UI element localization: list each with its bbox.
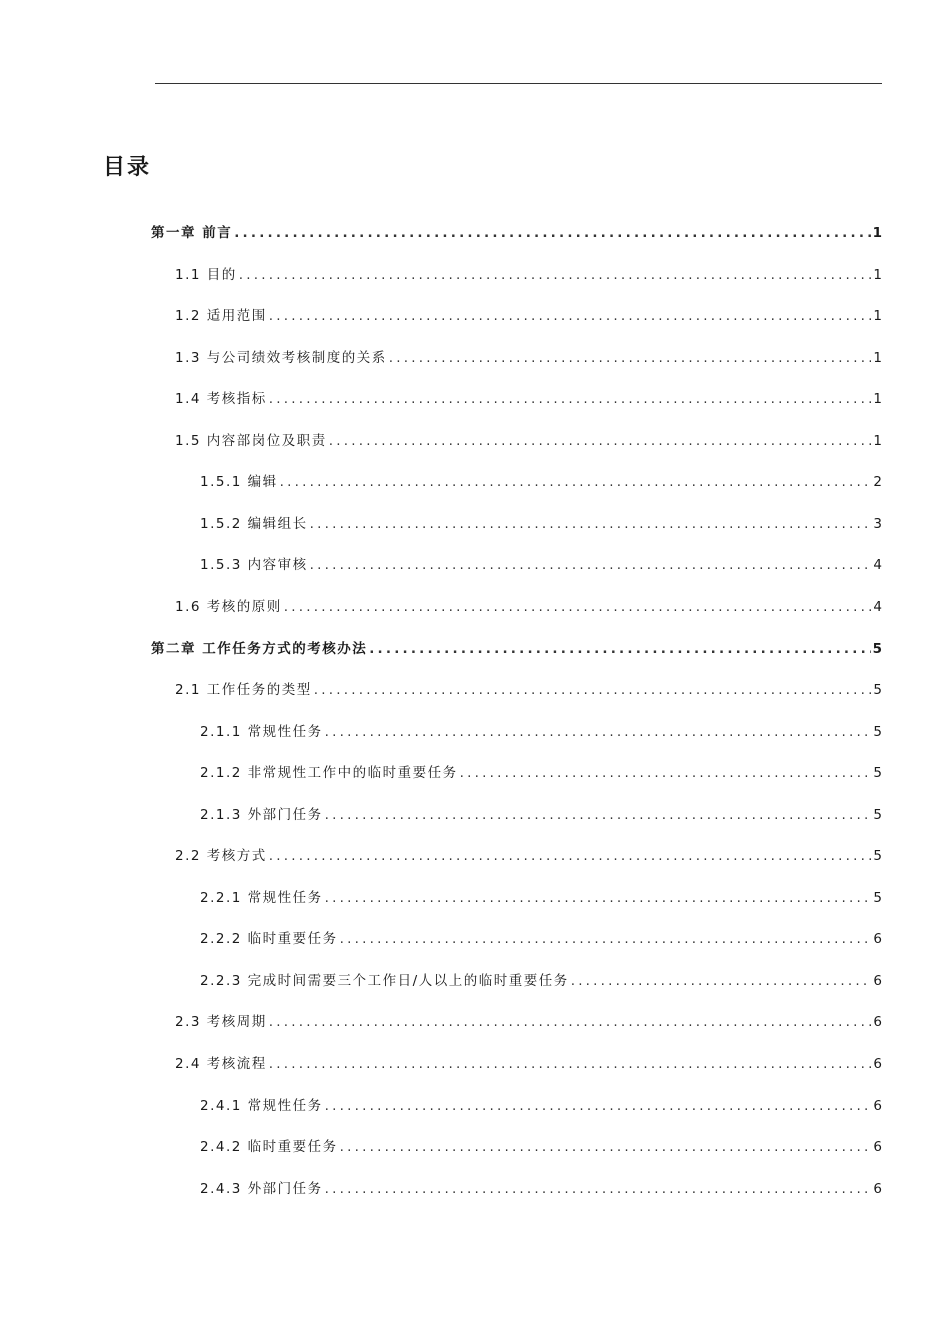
toc-dot-leader (280, 474, 872, 490)
toc-entry-text: 2.3 考核周期 (175, 1014, 267, 1031)
toc-entry[interactable] (175, 387, 882, 407)
toc-entry[interactable] (200, 1177, 882, 1197)
toc-page-number: 1 (873, 308, 882, 325)
toc-entry[interactable] (175, 429, 882, 449)
toc-entry[interactable] (175, 263, 882, 283)
toc-entry[interactable] (175, 844, 882, 864)
toc-page-number: 1 (873, 432, 882, 449)
toc-entry-text: 1.4 考核指标 (175, 391, 267, 408)
toc-entry-text: 1.5 内容部岗位及职责 (175, 432, 327, 449)
toc-entry-text: 1.5.3 内容审核 (200, 557, 308, 574)
toc-entry[interactable] (200, 470, 882, 490)
toc-dot-leader (325, 1098, 872, 1114)
toc-dot-leader (325, 1181, 872, 1197)
toc-dot-leader (389, 350, 872, 366)
toc-entry-text: 2.1.3 外部门任务 (200, 806, 323, 823)
toc-dot-leader (340, 1139, 872, 1155)
toc-page-number: 5 (873, 889, 882, 906)
toc-entry-text: 2.1.2 非常规性工作中的临时重要任务 (200, 765, 458, 782)
toc-entry[interactable] (175, 1010, 882, 1030)
toc-entry-text: 1.3 与公司绩效考核制度的关系 (175, 349, 387, 366)
toc-page-number: 4 (873, 599, 882, 615)
toc-dot-leader (325, 890, 872, 906)
toc-entry[interactable] (151, 221, 882, 241)
toc-title: 目录 (103, 155, 152, 180)
toc-page-number: 5 (872, 640, 882, 657)
toc-entry-text: 2.1.1 常规性任务 (200, 723, 323, 740)
toc-entry-text: 第一章 前言 (151, 225, 233, 241)
toc-dot-leader (329, 433, 872, 449)
toc-entry-text: 2.1 工作任务的类型 (175, 682, 312, 698)
toc-entry[interactable] (200, 761, 882, 781)
toc-entry-text: 2.4.3 外部门任务 (200, 1180, 323, 1197)
toc-entry-text: 2.4.1 常规性任务 (200, 1097, 323, 1114)
toc-dot-leader (269, 1014, 872, 1030)
toc-page-number: 1 (872, 225, 882, 241)
toc-page-number: 6 (873, 1014, 882, 1031)
toc-entry[interactable] (175, 595, 882, 615)
toc-page-number: 6 (873, 1056, 882, 1072)
toc-page-number: 6 (873, 931, 882, 948)
toc-dot-leader (269, 308, 872, 324)
toc-entry-text: 2.2 考核方式 (175, 848, 267, 865)
toc-entry[interactable] (151, 637, 882, 657)
toc-entry-text: 1.6 考核的原则 (175, 599, 282, 615)
toc-entry[interactable] (175, 678, 882, 698)
toc-dot-leader (571, 973, 872, 989)
toc-entry-text: 1.1 目的 (175, 266, 237, 283)
toc-entry[interactable] (200, 720, 882, 740)
header-rule (155, 83, 882, 84)
toc-dot-leader (340, 931, 872, 947)
toc-dot-leader (234, 225, 870, 241)
toc-entry[interactable] (175, 346, 882, 366)
toc-entry-text: 2.2.1 常规性任务 (200, 889, 323, 906)
toc-entry[interactable] (200, 803, 882, 823)
toc-page-number: 6 (873, 1139, 882, 1156)
toc-entry-text: 第二章 工作任务方式的考核办法 (151, 640, 368, 657)
toc-page-number: 6 (873, 972, 882, 989)
toc-page-number: 1 (873, 349, 882, 366)
toc-dot-leader (460, 765, 872, 781)
toc-entry-text: 1.5.1 编辑 (200, 474, 278, 491)
toc-dot-leader (325, 807, 872, 823)
toc-entry[interactable] (175, 1052, 882, 1072)
toc-dot-leader (269, 848, 872, 864)
toc-entry[interactable] (200, 1094, 882, 1114)
toc-page-number: 5 (873, 682, 882, 698)
toc-entry[interactable] (175, 304, 882, 324)
toc-page-number: 5 (873, 765, 882, 782)
toc-page-number: 6 (873, 1180, 882, 1197)
toc-dot-leader (369, 641, 870, 657)
toc-entry-text: 2.2.3 完成时间需要三个工作日/人以上的临时重要任务 (200, 972, 569, 989)
toc-entry[interactable] (200, 553, 882, 573)
toc-dot-leader (310, 557, 872, 573)
toc-page-number: 1 (873, 391, 882, 408)
toc-dot-leader (314, 682, 872, 698)
toc-entry[interactable] (200, 927, 882, 947)
toc-entry-text: 1.5.2 编辑组长 (200, 515, 308, 532)
toc-page-number: 4 (873, 557, 882, 574)
toc-page-number: 3 (873, 515, 882, 532)
toc-dot-leader (325, 724, 872, 740)
toc-entry[interactable] (200, 1135, 882, 1155)
toc-entry-text: 2.4.2 临时重要任务 (200, 1139, 338, 1156)
toc-page-number: 6 (873, 1097, 882, 1114)
toc-entry-text: 1.2 适用范围 (175, 308, 267, 325)
toc-dot-leader (269, 391, 872, 407)
toc-entry-text: 2.4 考核流程 (175, 1056, 267, 1072)
toc-page-number: 5 (873, 848, 882, 865)
toc-page-number: 2 (873, 474, 882, 491)
toc-page-number: 5 (873, 723, 882, 740)
toc-dot-leader (269, 1056, 872, 1072)
toc-entry[interactable] (200, 512, 882, 532)
toc-dot-leader (239, 267, 872, 283)
toc-dot-leader (284, 599, 872, 615)
toc-page-number: 1 (873, 266, 882, 283)
toc-entry[interactable] (200, 969, 882, 989)
toc-page-number: 5 (873, 806, 882, 823)
toc-entry[interactable] (200, 886, 882, 906)
toc-dot-leader (310, 516, 872, 532)
toc-entry-text: 2.2.2 临时重要任务 (200, 931, 338, 948)
